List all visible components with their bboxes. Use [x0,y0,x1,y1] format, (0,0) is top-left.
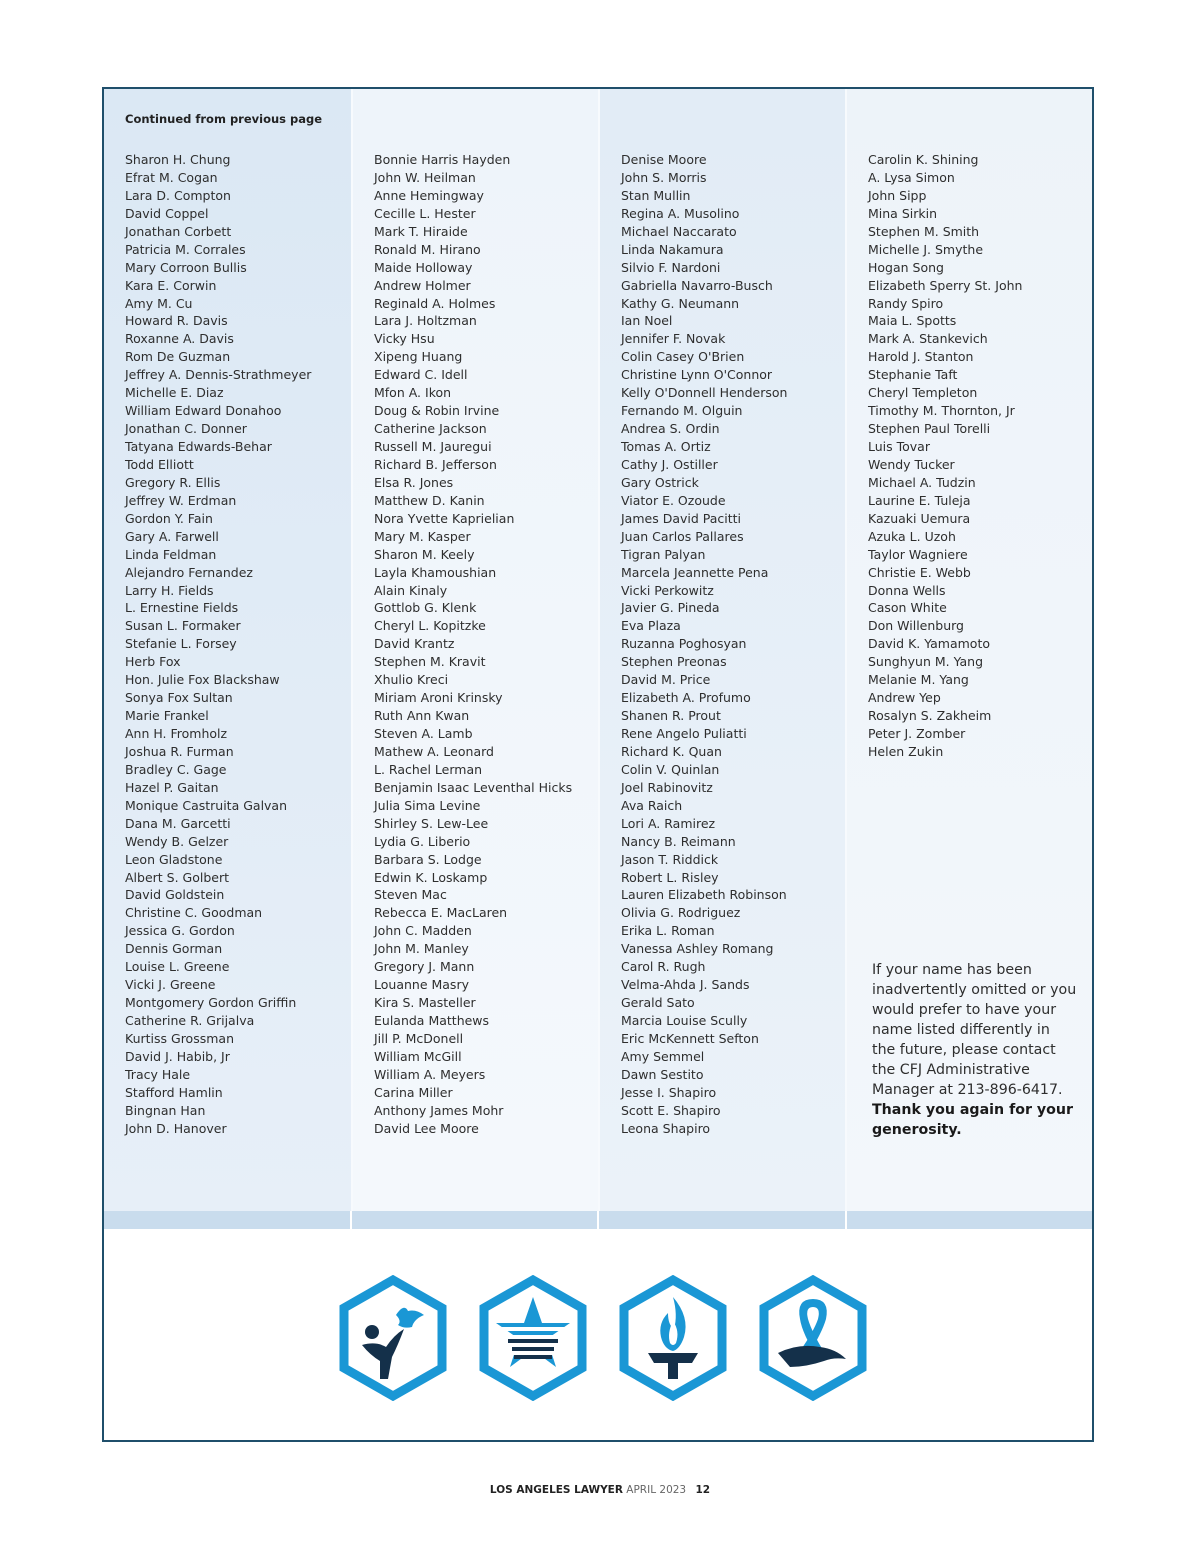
donor-name: Hon. Julie Fox Blackshaw [125,672,280,688]
donor-name: Monique Castruita Galvan [125,797,288,813]
donor-name: Jill P. McDonell [374,1030,464,1046]
donor-name: Carol R. Rugh [621,959,706,975]
notice-thanks: Thank you again for your generosity. [872,1102,1074,1138]
donor-name: Mary M. Kasper [374,528,471,544]
donor-name: Jennifer F. Novak [621,331,726,347]
donor-name: Christie E. Webb [868,564,971,580]
issue-date: APRIL 2023 [626,1484,687,1496]
donor-name: Dawn Sestito [621,1066,704,1082]
donor-name: David Krantz [374,636,455,652]
donor-name: Ronald M. Hirano [374,241,481,257]
donor-name: Fernando M. Olguin [621,403,743,419]
donor-name: Kurtiss Grossman [125,1030,234,1046]
donor-name: Jeffrey A. Dennis-Strathmeyer [125,367,312,383]
donor-name: Maide Holloway [374,259,473,275]
donor-name: Xipeng Huang [374,349,463,365]
donor-name: Taylor Wagniere [868,546,968,562]
donor-name: Andrew Holmer [374,277,471,293]
donor-name: Gordon Y. Fain [125,510,213,526]
donor-name: Larry H. Fields [125,582,214,598]
person-dove-icon [338,1275,448,1401]
donor-name: Viator E. Ozoude [621,492,726,508]
donor-name: Xhulio Kreci [374,672,449,688]
donor-name: Ruth Ann Kwan [374,708,470,724]
donor-name: Elsa R. Jones [374,474,454,490]
donor-name: Stephen M. Kravit [374,654,486,670]
donor-name: Eric McKennett Sefton [621,1030,759,1046]
donor-name: Dana M. Garcetti [125,815,231,831]
donor-name: Marie Frankel [125,708,209,724]
donor-name: Lauren Elizabeth Robinson [621,887,787,903]
donor-name: Azuka L. Uzoh [868,528,956,544]
donor-name: Marcela Jeannette Pena [621,564,769,580]
donor-name: David Coppel [125,205,209,221]
donor-name: James David Pacitti [621,510,742,526]
donor-name: Catherine Jackson [374,421,487,437]
column-3 [598,89,845,1211]
donor-name: Steven Mac [374,887,447,903]
donor-name: Kazuaki Uemura [868,510,971,526]
donor-name: Stephen Paul Torelli [868,421,991,437]
donor-name: Rosalyn S. Zakheim [868,708,992,724]
donor-name: Michelle J. Smythe [868,241,984,257]
donor-name: Gottlob G. Klenk [374,600,477,616]
donor-name: Leon Gladstone [125,851,223,867]
donor-name: Miriam Aroni Krinsky [374,690,503,706]
donor-name: Tatyana Edwards-Behar [125,439,272,454]
donor-name: David M. Price [621,672,711,688]
donor-name: Linda Feldman [125,546,217,562]
column-4 [845,89,1092,1211]
name-list-3 [621,151,787,1138]
donor-name: Randy Spiro [868,295,944,311]
omission-notice [872,960,1077,1140]
continued-note: Continued from previous page [125,112,323,126]
donor-name: Javier G. Pineda [621,600,720,616]
donor-name: Wendy Tucker [868,456,955,472]
donor-name: Andrew Yep [868,690,941,706]
donor-name: John Sipp [868,187,927,203]
donor-name: David J. Habib, Jr [125,1048,230,1064]
donor-name: Cathy J. Ostiller [621,456,718,472]
donor-name: Reginald A. Holmes [374,295,496,311]
donor-name: Hazel P. Gaitan [125,779,219,795]
donor-name: Michelle E. Diaz [125,385,224,401]
donor-name: Rebecca E. MacLaren [374,905,508,921]
donor-name: Herb Fox [125,654,181,670]
donor-name: Kira S. Masteller [374,995,476,1011]
donor-name: Don Willenburg [868,618,964,634]
donor-name: John D. Hanover [125,1120,227,1136]
donor-name: Amy M. Cu [125,295,193,311]
column-1 [104,89,351,1211]
donor-name: Jonathan C. Donner [125,421,247,437]
donor-name: Mfon A. Ikon [374,385,452,401]
donor-name: Mathew A. Leonard [374,743,494,759]
donor-name: Mina Sirkin [868,205,937,221]
donor-name: Layla Khamoushian [374,564,497,580]
donor-name: Shanen R. Prout [621,708,721,724]
donor-name: Matthew D. Kanin [374,492,485,508]
donor-name: Stefanie L. Forsey [125,636,237,652]
donor-name: Stephen Preonas [621,654,727,670]
donor-name: Carina Miller [374,1084,453,1100]
donor-name: Mark A. Stankevich [868,331,988,347]
donor-name: Tracy Hale [125,1066,191,1082]
donor-name: Cason White [868,600,947,616]
donor-name: Eva Plaza [621,618,681,634]
donor-name: Doug & Robin Irvine [374,403,500,419]
donor-name: Michael A. Tudzin [868,474,976,490]
publication-name: LOS ANGELES LAWYER [489,1484,623,1496]
donor-name: Erika L. Roman [621,923,715,939]
donor-name: Cheryl Templeton [868,385,978,401]
donor-name: Steven A. Lamb [374,726,473,741]
donor-name: Leona Shapiro [621,1120,711,1136]
name-list-4 [868,151,1022,761]
donor-name: A. Lysa Simon [868,169,955,185]
donor-name: Anthony James Mohr [374,1102,504,1118]
donor-name: Tomas A. Ortiz [621,439,711,454]
donor-name: L. Rachel Lerman [374,761,483,777]
donor-name: Nancy B. Reimann [621,833,736,849]
donor-name: William A. Meyers [374,1066,486,1082]
donor-name: Edward C. Idell [374,367,468,383]
donor-name: Louanne Masry [374,977,469,993]
star-flag-icon [478,1275,588,1401]
donor-name: Ava Raich [621,797,683,813]
icon-row [338,1275,868,1401]
donor-name: Hogan Song [868,259,944,275]
donor-name: Robert L. Risley [621,869,719,885]
donor-name: Linda Nakamura [621,241,724,257]
donor-name: Julia Sima Levine [374,797,481,813]
donor-name: Olivia G. Rodriguez [621,905,741,921]
donor-name: Andrea S. Ordin [621,421,720,437]
donor-name: Colin Casey O'Brien [621,349,745,365]
donor-name: Mary Corroon Bullis [125,259,247,275]
donor-name: Stafford Hamlin [125,1084,223,1100]
donor-name: Timothy M. Thornton, Jr [868,403,1015,419]
notice-text: If your name has been inadvertently omitted or you would prefer to have your name listed differently in the future, please contact the CFJ Administrative Manager at 213-896-6417. [872,962,1077,1098]
donor-name: Montgomery Gordon Griffin [125,995,297,1011]
donor-name: Roxanne A. Davis [125,331,234,347]
donor-name: Velma-Ahda J. Sands [621,977,750,993]
donor-name: Kelly O'Donnell Henderson [621,385,788,401]
donor-name: David K. Yamamoto [868,636,990,652]
donor-name: Lydia G. Liberio [374,833,471,849]
donor-name: Melanie M. Yang [868,672,969,688]
donor-name: Joshua R. Furman [125,743,234,759]
donor-name: John W. Heilman [374,169,476,185]
donor-name: Silvio F. Nardoni [621,259,721,275]
donor-name: Alain Kinaly [374,582,448,598]
donor-name: John C. Madden [374,923,472,939]
donor-name: Amy Semmel [621,1048,705,1064]
donor-name: Edwin K. Loskamp [374,869,488,885]
donor-name: Cheryl L. Kopitzke [374,618,486,634]
donor-name: Ruzanna Poghosyan [621,636,747,652]
donor-name: Alejandro Fernandez [125,564,253,580]
donor-name: Wendy B. Gelzer [125,833,229,849]
donor-name: Vicky Hsu [374,331,435,347]
donor-name: Nora Yvette Kaprielian [374,510,515,526]
donor-name: Russell M. Jauregui [374,439,492,454]
donor-name: William Edward Donahoo [125,403,282,419]
donor-name: L. Ernestine Fields [125,600,239,616]
donor-name: Donna Wells [868,582,946,598]
donor-name: David Lee Moore [374,1120,479,1136]
donor-name: Stan Mullin [621,187,691,203]
donor-name: Susan L. Formaker [125,618,241,634]
donor-name: Kara E. Corwin [125,277,217,293]
donor-name: Eulanda Matthews [374,1013,490,1028]
donor-name: John S. Morris [621,169,707,185]
donor-name: Laurine E. Tuleja [868,492,971,508]
donor-name: Elizabeth Sperry St. John [868,277,1023,293]
donor-name: Denise Moore [621,152,707,167]
donor-name: Luis Tovar [868,439,930,454]
donor-name: Sonya Fox Sultan [125,690,233,706]
donor-name: Rene Angelo Puliatti [621,726,747,741]
donor-name: Joel Rabinovitz [621,779,713,795]
donor-name: Vanessa Ashley Romang [621,941,774,957]
donor-name: Todd Elliott [125,456,194,472]
donor-name: Juan Carlos Pallares [621,528,744,544]
donor-name: Dennis Gorman [125,941,223,957]
column-2 [351,89,598,1211]
donor-name: Mark T. Hiraide [374,223,468,239]
donor-name: Richard K. Quan [621,743,722,759]
donor-name: Vicki Perkowitz [621,582,714,598]
donor-name: Anne Hemingway [374,187,484,203]
donor-name: Marcia Louise Scully [621,1013,748,1028]
donor-name: Cecille L. Hester [374,205,476,221]
donor-name: David Goldstein [125,887,225,903]
donor-name: Barbara S. Lodge [374,851,482,867]
donor-name: Benjamin Isaac Leventhal Hicks [374,779,573,795]
donor-name: Jessica G. Gordon [125,923,235,939]
donor-name: Gabriella Navarro-Busch [621,277,773,293]
donor-name: Gary Ostrick [621,474,699,490]
donor-name: Bonnie Harris Hayden [374,152,511,167]
donor-name: Jeffrey W. Erdman [125,492,237,508]
donor-name: Albert S. Golbert [125,869,230,885]
donor-name: Jesse I. Shapiro [621,1084,717,1100]
donor-name: Sharon M. Keely [374,546,475,562]
donor-name: Stephanie Taft [868,367,958,383]
page-number: 12 [695,1484,711,1496]
donor-name: Gerald Sato [621,995,695,1011]
donor-name: Michael Naccarato [621,223,737,239]
donor-name: Gregory R. Ellis [125,474,221,490]
donor-name: Howard R. Davis [125,313,228,329]
name-list-1 [125,151,311,1138]
donor-name: Stephen M. Smith [868,223,980,239]
donor-name: Maia L. Spotts [868,313,957,329]
donor-name: Bradley C. Gage [125,761,227,777]
donor-name: Patricia M. Corrales [125,241,246,257]
donor-name: Sunghyun M. Yang [868,654,984,670]
donor-name: Lori A. Ramirez [621,815,716,831]
donor-name: Vicki J. Greene [125,977,216,993]
name-list-2 [374,151,572,1138]
donor-name: Sharon H. Chung [125,152,231,167]
donor-name: Rom De Guzman [125,349,231,365]
donor-name: William McGill [374,1048,462,1064]
donor-name: Louise L. Greene [125,959,230,975]
donor-name: Catherine R. Grijalva [125,1013,255,1028]
donor-name: Tigran Palyan [621,546,706,562]
donor-name: Christine Lynn O'Connor [621,367,773,383]
donor-name: Jason T. Riddick [621,851,719,867]
torch-flame-icon [618,1275,728,1401]
donor-name: Elizabeth A. Profumo [621,690,751,706]
donor-name: Harold J. Stanton [868,349,974,365]
donor-name: Ian Noel [621,313,673,329]
donor-name: Jonathan Corbett [125,223,232,239]
donor-name: Regina A. Musolino [621,205,740,221]
donor-name: Shirley S. Lew-Lee [374,815,489,831]
ribbon-hand-icon [758,1275,868,1401]
donor-name: Carolin K. Shining [868,152,979,167]
donor-name: Christine C. Goodman [125,905,263,921]
donor-name: Lara J. Holtzman [374,313,477,329]
donor-name: Bingnan Han [125,1102,206,1118]
donor-list-panel [102,87,1094,1442]
donor-name: Efrat M. Cogan [125,169,218,185]
donor-name: Helen Zukin [868,743,944,759]
donor-name: Kathy G. Neumann [621,295,740,311]
donor-name: Ann H. Fromholz [125,726,228,741]
donor-name: Gary A. Farwell [125,528,219,544]
page-footer [0,1484,1200,1496]
donor-name: Colin V. Quinlan [621,761,720,777]
donor-name: Richard B. Jefferson [374,456,497,472]
donor-name: Gregory J. Mann [374,959,475,975]
donor-name: Scott E. Shapiro [621,1102,721,1118]
column-strip [104,1211,1092,1229]
donor-name: Peter J. Zomber [868,726,966,741]
donor-name: John M. Manley [374,941,469,957]
donor-name: Lara D. Compton [125,187,231,203]
name-columns [104,89,1092,1211]
